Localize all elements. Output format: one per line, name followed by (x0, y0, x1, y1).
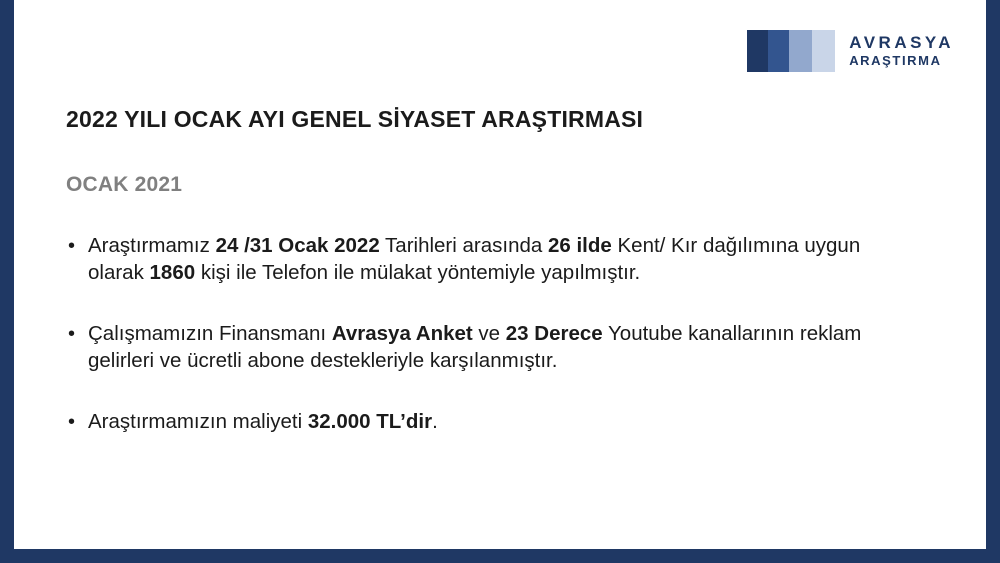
bullet-item (62, 408, 916, 435)
bullet-plain: Kent/ Kır dağılımına uygun olarak (88, 234, 861, 285)
bullet-item (62, 232, 916, 286)
bullet-list (62, 232, 916, 435)
bullet-plain: Araştırmamız (88, 234, 216, 257)
logo-bars-icon (747, 30, 835, 72)
logo-bar-1 (747, 30, 768, 72)
logo-title: AVRASYA (849, 32, 954, 52)
bullet-plain: Tarihleri arasında (379, 234, 548, 257)
bullet-marker-icon: • (68, 235, 76, 257)
bullet-plain: . (432, 410, 438, 434)
bullet-emphasis: 1860 (149, 261, 196, 285)
bullet-emphasis: 32.000 TL’dir (307, 410, 433, 434)
bullet-marker-icon: • (68, 411, 76, 434)
logo-bar-4 (812, 30, 835, 72)
bullet-emphasis: Avrasya Anket (331, 322, 473, 346)
logo-bar-3 (789, 30, 812, 72)
page-subtitle: OCAK 2021 (66, 173, 183, 196)
bullet-plain: kişi ile Telefon ile mülakat yöntemiyle yapılmıştır. (195, 261, 641, 285)
bullet-emphasis: 23 Derece (505, 322, 603, 346)
bullet-item (62, 320, 916, 374)
bullet-plain: ve (472, 322, 506, 346)
bullet-emphasis: 26 ilde (547, 234, 612, 257)
avrasya-logo (747, 30, 954, 72)
logo-bar-2 (768, 30, 789, 72)
bullet-emphasis: 24 /31 Ocak 2022 (215, 234, 380, 257)
bullet-plain: Araştırmamızın maliyeti (88, 410, 308, 434)
logo-text (849, 33, 954, 69)
bullet-text (88, 234, 860, 284)
slide-content-area (14, 0, 986, 549)
bullet-plain: Youtube kanallarının reklam gelirleri ve ücretli abone destekleriyle karşılanmıştır. (88, 322, 862, 373)
bullet-text (88, 410, 438, 433)
bullet-marker-icon: • (68, 323, 76, 346)
logo-subtitle: ARAŞTIRMA (849, 53, 942, 69)
page-title: 2022 YILI OCAK AYI GENEL SİYASET ARAŞTIRMASI (66, 106, 644, 132)
bullet-plain: Çalışmamızın Finansmanı (88, 322, 332, 346)
bullet-text (88, 322, 861, 372)
